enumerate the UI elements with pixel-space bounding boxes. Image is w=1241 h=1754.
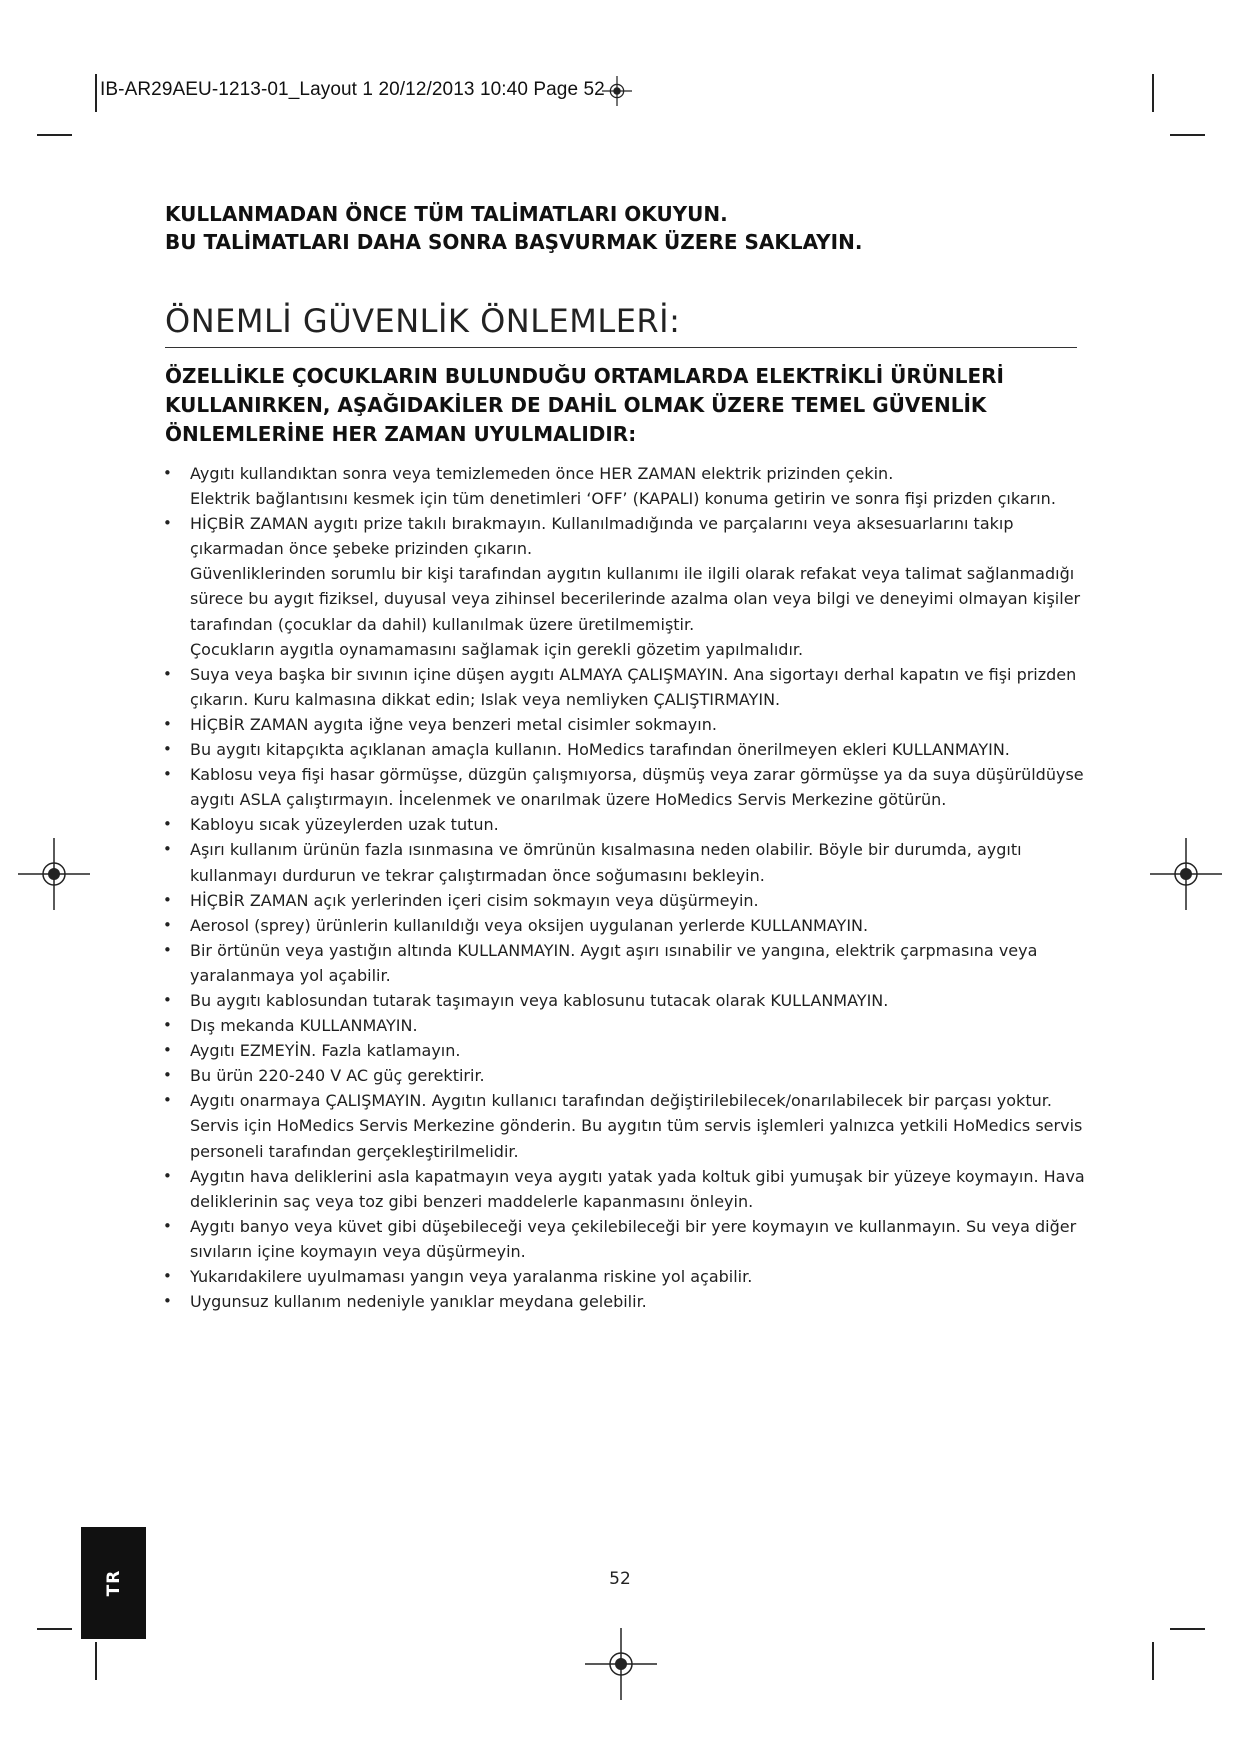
list-item-text: Aerosol (sprey) ürünlerin kullanıldığı veya oksijen uygulanan yerlerde KULLANMAYIN.: [190, 915, 869, 935]
list-item: [163, 988, 1088, 1013]
list-item: [163, 913, 1088, 938]
list-item-text: Dış mekanda KULLANMAYIN.: [190, 1016, 418, 1036]
list-item: [163, 1038, 1088, 1063]
intro-line: KULLANMADAN ÖNCE TÜM TALİMATLARI OKUYUN.: [165, 202, 728, 226]
list-item-text: Aygıtı onarmaya ÇALIŞMAYIN. Aygıtın kullanıcı tarafından değiştirilebilecek/onarılabilecek bir parçası yoktur. Servis için HoMedics Servis Merkezine gönderin. Bu aygıtın tüm servis işlemleri yalnızca yetkili HoMedics servis personeli tarafından gerçekleştirilmelidir.: [190, 1091, 1083, 1161]
list-item: [163, 1289, 1088, 1314]
safety-subheading: ÖZELLİKLE ÇOCUKLARIN BULUNDUĞU ORTAMLARDA ELEKTRİKLİ ÜRÜNLERİ KULLANIRKEN, AŞAĞIDAKİLER DE DAHİL OLMAK ÜZERE TEMEL GÜVENLİK ÖNLEMLERİNE HER ZAMAN UYULMALIDIR:: [165, 364, 1004, 446]
list-item-continuation: Çocukların aygıtla oynamamasını sağlamak için gerekli gözetim yapılmalıdır.: [190, 639, 804, 659]
language-tab: [81, 1527, 146, 1639]
list-item-text: Aygıtı banyo veya küvet gibi düşebileceği veya çekilebileceği bir yere koymayın ve kullanmayın. Su veya diğer sıvıların içine koymayın veya düşürmeyin.: [190, 1216, 1077, 1261]
list-item-continuation: Elektrik bağlantısını kesmek için tüm denetimleri ‘OFF’ (KAPALI) konuma getirin ve sonra fişi prizden çıkarın.: [190, 489, 1056, 509]
list-item-text: Aygıtın hava deliklerini asla kapatmayın veya aygıtı yatak yada koltuk gibi yumuşak bir yüzeye koymayın. Hava deliklerinin saç veya toz gibi benzeri maddelerle kapanmasını önleyin.: [190, 1166, 1085, 1211]
list-item-text: HİÇBİR ZAMAN açık yerlerinden içeri cisim sokmayın veya düşürmeyin.: [190, 890, 759, 910]
intro-notice: [165, 200, 1065, 256]
registration-mark-left: [18, 838, 90, 910]
list-item-text: Aygıtı EZMEYİN. Fazla katlamayın.: [190, 1041, 461, 1061]
crop-mark: [1152, 1642, 1154, 1680]
list-item: [163, 1264, 1088, 1289]
crop-mark: [95, 1642, 97, 1680]
list-item-text: Kablosu veya fişi hasar görmüşse, düzgün çalışmıyorsa, düşmüş veya zarar görmüşse ya da suya düşürüldüyse aygıtı ASLA çalıştırmayın. İncelenmek ve onarılmak üzere HoMedics Servis Merkezine götürün.: [190, 765, 1084, 810]
list-item: [163, 762, 1088, 812]
list-item-text: Bu ürün 220-240 V AC güç gerektirir.: [190, 1066, 485, 1086]
list-item: [163, 812, 1088, 837]
list-item-text: Bu aygıtı kitapçıkta açıklanan amaçla kullanın. HoMedics tarafından önerilmeyen ekleri KULLANMAYIN.: [190, 740, 1010, 760]
list-item-text: HİÇBİR ZAMAN aygıta iğne veya benzeri metal cisimler sokmayın.: [190, 714, 717, 734]
list-item: [163, 662, 1088, 712]
list-item: [163, 712, 1088, 737]
section-heading: ÖNEMLİ GÜVENLİK ÖNLEMLERİ:: [165, 302, 681, 340]
list-item-text: Bir örtünün veya yastığın altında KULLANMAYIN. Aygıt aşırı ısınabilir ve yangına, elektrik çarpmasına veya yaralanmaya yol açabilir.: [190, 940, 1038, 985]
list-item: [163, 1214, 1088, 1264]
list-item-text: Suya veya başka bir sıvının içine düşen aygıtı ALMAYA ÇALIŞMAYIN. Ana sigortayı derhal kapatın ve fişi prizden çıkarın. Kuru kalmasına dikkat edin; Islak veya nemliyken ÇALIŞTIRMAYIN.: [190, 664, 1077, 709]
list-item-text: Bu aygıtı kablosundan tutarak taşımayın veya kablosunu tutacak olarak KULLANMAYIN.: [190, 990, 889, 1010]
list-item: [163, 938, 1088, 988]
list-item: [163, 837, 1088, 887]
page-number: 52: [609, 1569, 631, 1589]
list-item: [163, 888, 1088, 913]
list-item: [163, 1088, 1088, 1163]
list-item-text: Yukarıdakilere uyulmaması yangın veya yaralanma riskine yol açabilir.: [190, 1267, 753, 1286]
list-item: [163, 737, 1088, 762]
list-item: [163, 1164, 1088, 1214]
list-item: [163, 1063, 1088, 1088]
list-item-text: Aşırı kullanım ürünün fazla ısınmasına ve ömrünün kısalmasına neden olabilir. Böyle bir durumda, aygıtı kullanmayı durdurun ve tekrar çalıştırmadan önce soğumasını bekleyin.: [190, 840, 1022, 885]
list-item-text: Uygunsuz kullanım nedeniyle yanıklar meydana gelebilir.: [190, 1292, 647, 1312]
list-item: [163, 511, 1088, 662]
language-tab-label: TR: [103, 1569, 124, 1597]
crop-mark: [1170, 1628, 1205, 1630]
print-slug: IB-AR29AEU-1213-01_Layout 1 20/12/2013 10:40 Page 52: [100, 79, 605, 100]
intro-line: BU TALİMATLARI DAHA SONRA BAŞVURMAK ÜZERE SAKLAYIN.: [165, 230, 863, 254]
registration-mark-top: [602, 76, 632, 106]
crop-mark: [1170, 134, 1205, 136]
registration-mark-right: [1150, 838, 1222, 910]
list-item-text: HİÇBİR ZAMAN aygıtı prize takılı bırakmayın. Kullanılmadığında ve parçalarını veya aksesuarlarını takıp çıkarmadan önce şebeke prizinden çıkarın.: [190, 514, 1014, 559]
list-item: [163, 461, 1088, 511]
list-item: [163, 1013, 1088, 1038]
list-item-text: Kabloyu sıcak yüzeylerden uzak tutun.: [190, 815, 499, 835]
crop-mark: [1152, 74, 1154, 112]
heading-rule: [165, 347, 1077, 348]
registration-mark-bottom: [585, 1628, 657, 1700]
safety-list: [163, 461, 1088, 1314]
crop-mark: [95, 74, 97, 112]
crop-mark: [37, 134, 72, 136]
list-item-continuation: Güvenliklerinden sorumlu bir kişi tarafından aygıtın kullanımı ile ilgili olarak refakat veya talimat sağlanmadığı sürece bu aygıt fiziksel, duyusal veya zihinsel becerilerinde azalma olan veya bilgi ve deneyimi olmayan kişiler tarafından (çocuklar da dahil) kullanılmak üzere üretilmemiştir.: [190, 564, 1081, 634]
crop-mark: [37, 1628, 72, 1630]
list-item-text: Aygıtı kullandıktan sonra veya temizlemeden önce HER ZAMAN elektrik prizinden çekin.: [190, 464, 894, 483]
